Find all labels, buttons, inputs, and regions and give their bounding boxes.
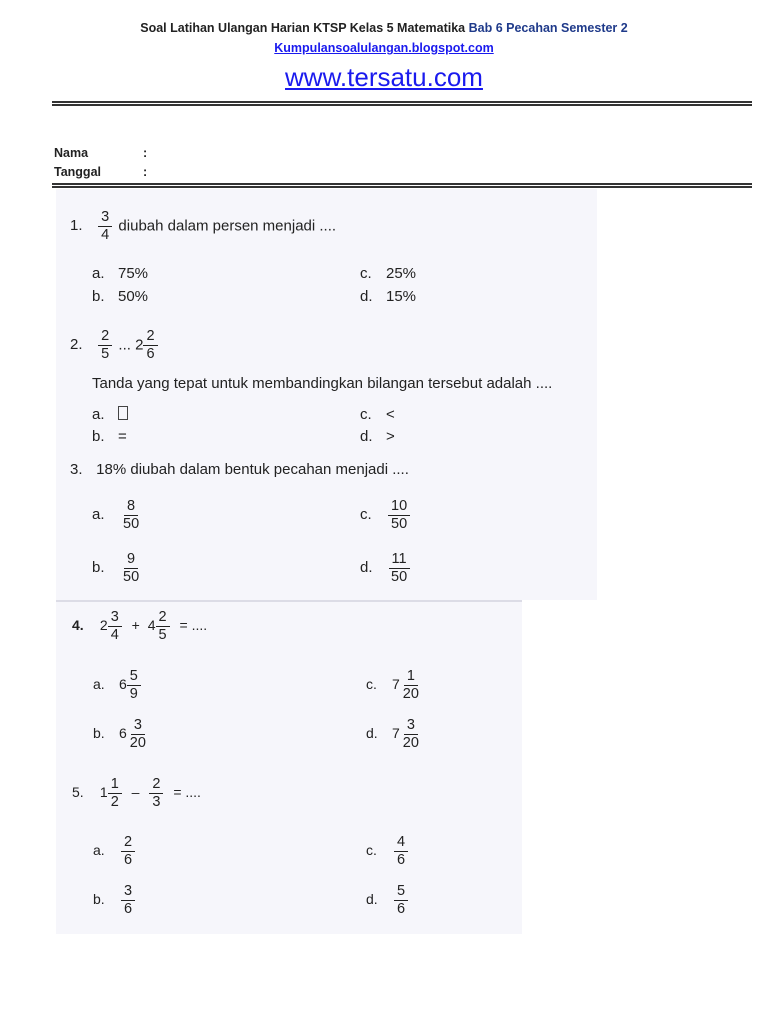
option-c: c. $\frac{10}{50}$	[360, 498, 412, 533]
option-b: b. 6 $\frac{3}{20}$	[93, 717, 151, 752]
title-accent: Bab 6 Pecahan Semester 2	[468, 21, 628, 35]
fraction: $\frac{9}{50}$	[123, 551, 140, 585]
fraction: $\frac{4}{6}$	[394, 834, 408, 869]
identity-divider-top	[52, 183, 752, 185]
comparison-dots: ...	[118, 336, 131, 354]
plus-sign: +	[131, 617, 140, 634]
site-link[interactable]: www.tersatu.com	[285, 62, 483, 92]
document-title	[0, 21, 768, 35]
option-a: a.	[92, 406, 128, 423]
nama-colon: :	[143, 146, 148, 160]
question-number: 1.	[70, 217, 83, 235]
question-2-text: Tanda yang tepat untuk membandingkan bilangan tersebut adalah ....	[92, 375, 553, 392]
option-b: b. 50%	[92, 288, 149, 305]
fraction: $\frac{3}{4}$	[98, 209, 112, 244]
option-a: a. $\frac{2}{6}$	[93, 834, 137, 869]
question-1	[70, 209, 336, 244]
whole-number: 4	[147, 617, 156, 634]
question-text: diubah dalam persen menjadi ....	[118, 217, 337, 235]
equals-dots: = ....	[173, 784, 201, 801]
tanggal-label: Tanggal	[54, 165, 101, 179]
fraction: $\frac{3}{20}$	[402, 717, 419, 751]
site-link-line	[0, 62, 768, 93]
whole-number: 2	[135, 336, 144, 354]
option-c: c. $\frac{4}{6}$	[366, 834, 410, 869]
option-c: c. <	[360, 406, 395, 423]
option-c: c. 7 $\frac{1}{20}$	[366, 668, 424, 703]
whole-number: 2	[99, 617, 108, 634]
fraction: $\frac{5}{9}$	[127, 668, 141, 703]
option-c: c. 25%	[360, 265, 417, 282]
fraction: $\frac{10}{50}$	[388, 498, 410, 533]
question-number: 5.	[72, 784, 84, 801]
questions-panel-1	[56, 189, 597, 600]
question-3	[70, 461, 409, 478]
option-d: d. 15%	[360, 288, 417, 305]
title-main: Soal Latihan Ulangan Harian KTSP Kelas 5 Matematika	[140, 21, 466, 35]
question-4	[72, 609, 207, 644]
option-a: a. 75%	[92, 265, 149, 282]
missing-glyph-box	[118, 406, 128, 420]
minus-sign: –	[131, 784, 140, 801]
fraction: $\frac{2}{6}$	[121, 834, 135, 869]
fraction: $\frac{2}{5}$	[98, 328, 112, 363]
equals-dots: = ....	[179, 617, 208, 634]
fraction: $\frac{3}{20}$	[129, 717, 146, 751]
option-d: d. $\frac{11}{50}$	[360, 551, 412, 586]
fraction: $\frac{2}{5}$	[156, 609, 170, 644]
question-number: 2.	[70, 336, 83, 354]
blog-link-line	[0, 41, 768, 55]
fraction: $\frac{1}{20}$	[402, 668, 419, 702]
fraction: $\frac{5}{6}$	[394, 883, 408, 918]
option-b: b. $\frac{3}{6}$	[93, 883, 137, 918]
fraction: $\frac{2}{6}$	[143, 328, 157, 363]
option-d: d. $\frac{5}{6}$	[366, 883, 410, 918]
option-b: b. $\frac{9}{50}$	[92, 551, 144, 586]
question-text: 18% diubah dalam bentuk pecahan menjadi ....	[96, 461, 409, 478]
fraction: $\frac{2}{3}$	[149, 776, 163, 811]
fraction: $\frac{3}{4}$	[108, 609, 122, 644]
question-5	[72, 776, 201, 811]
option-a: a. 6 $\frac{5}{9}$	[93, 668, 143, 703]
fraction: $\frac{1}{2}$	[108, 776, 122, 811]
nama-label: Nama	[54, 146, 89, 160]
fraction: $\frac{8}{50}$	[123, 498, 140, 532]
option-d: d. >	[360, 428, 395, 445]
question-number: 4.	[72, 617, 84, 634]
header-divider-bottom	[52, 104, 752, 106]
blog-link[interactable]: Kumpulansoalulangan.blogspot.com	[274, 41, 494, 55]
fraction: $\frac{3}{6}$	[121, 883, 135, 918]
option-a: a. $\frac{8}{50}$	[92, 498, 144, 533]
option-d: d. 7 $\frac{3}{20}$	[366, 717, 424, 752]
whole-number: 1	[99, 784, 108, 801]
identity-divider-bottom	[52, 186, 752, 188]
question-number: 3.	[70, 461, 83, 478]
tanggal-colon: :	[143, 165, 148, 179]
header-divider-top	[52, 101, 752, 103]
option-b: b. =	[92, 428, 127, 445]
question-2	[70, 328, 160, 363]
fraction: $\frac{11}{50}$	[388, 551, 410, 586]
